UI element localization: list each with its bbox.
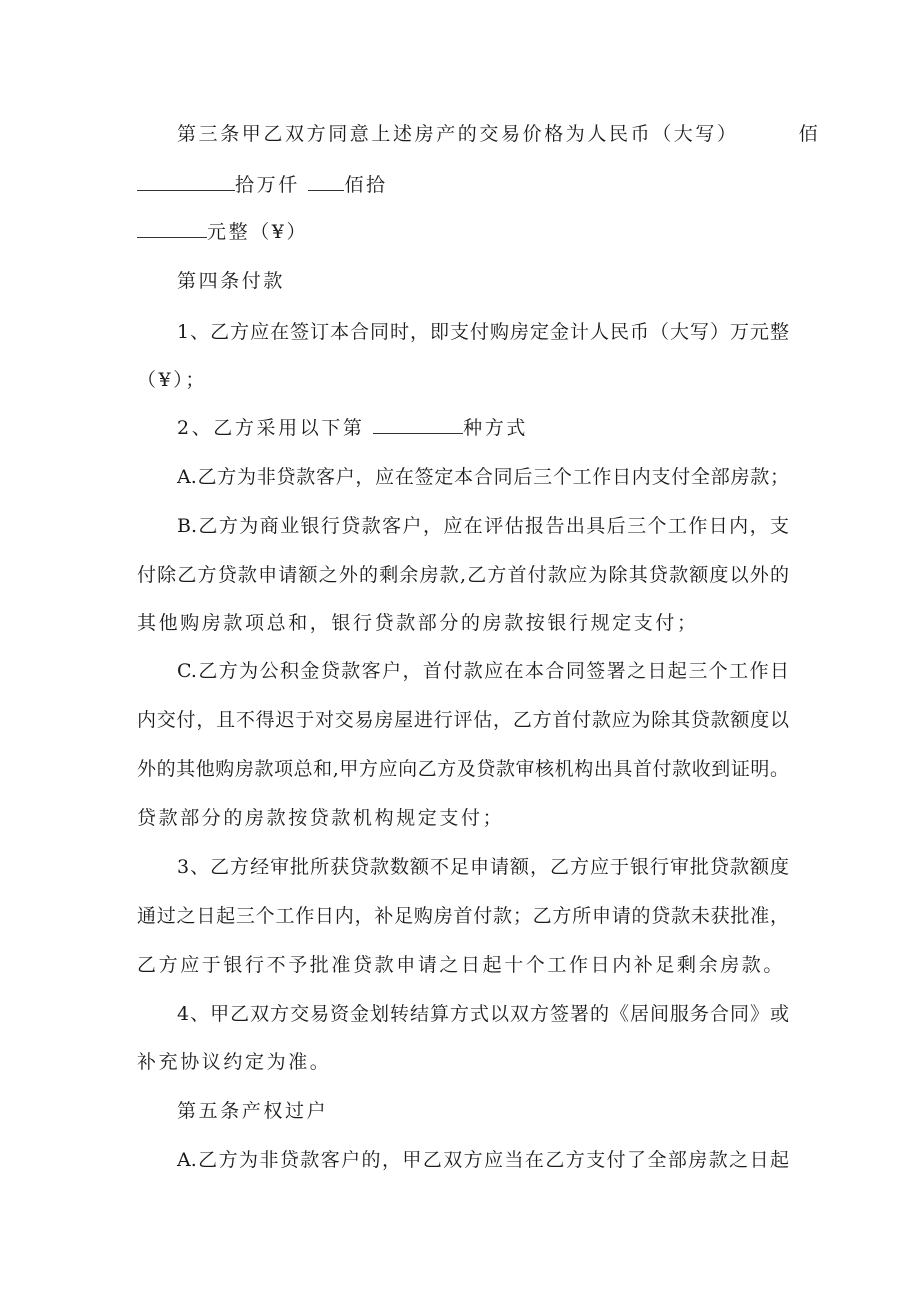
article-3-yuan-text: 元整（¥） <box>207 221 309 243</box>
article-4-p3-l2: 通过之日起三个工作日内，补足购房首付款；乙方所申请的贷款未获批准， <box>137 905 789 927</box>
blank-field <box>137 172 235 191</box>
article-4-p3-l1: 3、乙方经审批所获贷款数额不足申请额，乙方应于银行审批贷款额度 <box>177 856 789 878</box>
article-4-option-c-l4: 贷款部分的房款按贷款机构规定支付； <box>137 807 505 829</box>
article-3-line-3 <box>0 219 920 245</box>
article-3-line-1 <box>0 121 920 147</box>
article-4-option-b-l2: 付除乙方贷款申请额之外的剩余房款,乙方首付款应为除其贷款额度以外的 <box>137 564 789 586</box>
article-4-option-b-l3: 其他购房款项总和，银行贷款部分的房款按银行规定支付； <box>137 612 699 634</box>
blank-field <box>308 172 344 191</box>
article-4-option-a: A.乙方为非贷款客户，应在签定本合同后三个工作日内支付全部房款； <box>177 466 789 488</box>
article-3-unit-bai: 佰 <box>798 123 821 145</box>
article-4-p4-l2: 补充协议约定为准。 <box>137 1051 332 1073</box>
article-4-p1: 1、乙方应在签订本合同时，即支付购房定金计人民币（大写）万元整 <box>177 321 789 343</box>
article-3-line-2 <box>0 172 920 198</box>
blank-field <box>373 415 463 434</box>
article-4-option-c-l1: C.乙方为公积金贷款客户，首付款应在本合同签署之日起三个工作日 <box>177 660 789 682</box>
article-3-price-text: 第三条甲乙双方同意上述房产的交易价格为人民币（大写） <box>177 123 739 145</box>
article-4-option-c-l2: 内交付，且不得迟于对交易房屋进行评估，乙方首付款应为除其贷款额度以 <box>137 709 789 731</box>
article-4-p2: 2、乙方采用以下第 种方式 <box>177 417 528 439</box>
article-4-p1-cont: （¥）； <box>137 369 207 391</box>
article-4-p3-l3: 乙方应于银行不予批准贷款申请之日起十个工作日内补足剩余房款。 <box>137 954 786 976</box>
article-4-p4-l1: 4、甲乙双方交易资金划转结算方式以双方签署的《居间服务合同》或 <box>177 1003 789 1025</box>
article-3-unit-text-1: 拾万仟 <box>235 174 300 196</box>
article-4-option-c-l3: 外的其他购房款项总和,甲方应向乙方及贷款审核机构出具首付款收到证明。 <box>137 758 789 780</box>
article-4-option-b-l1: B.乙方为商业银行贷款客户，应在评估报告出具后三个工作日内，支 <box>177 515 789 537</box>
article-5-title: 第五条产权过户 <box>177 1100 329 1122</box>
blank-field <box>137 219 207 238</box>
article-5-option-a-l1: A.乙方为非贷款客户的，甲乙双方应当在乙方支付了全部房款之日起 <box>177 1149 789 1171</box>
article-4-title: 第四条付款 <box>177 270 286 292</box>
article-3-unit-text-2: 佰拾 <box>344 174 388 196</box>
